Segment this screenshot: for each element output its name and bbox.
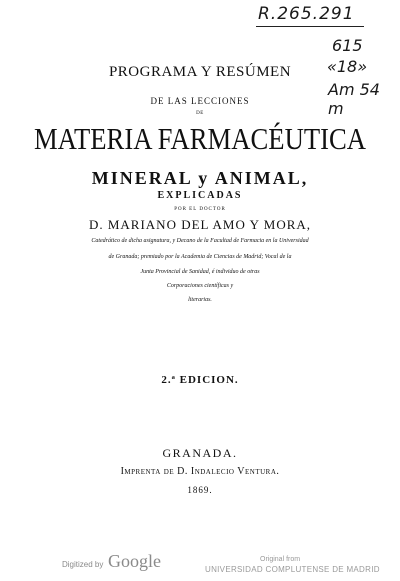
google-logo: Google <box>108 551 161 571</box>
credentials-line-4: Corporaciones científicas y <box>166 283 234 289</box>
credentials-line-1: Catedrático de dicha asignatura, y Decano de la Facultad de Farmacia en la Universidad <box>91 238 309 244</box>
credentials-line-3: Junta Provincial de Sanidad, é individuo de otras <box>140 269 260 275</box>
author-name: D. MARIANO DEL AMO Y MORA, <box>88 217 312 232</box>
shelfmark-annotation: R.265.291 <box>258 4 355 24</box>
institution-label: UNIVERSIDAD COMPLUTENSE DE MADRID <box>205 565 380 574</box>
note-annotation-1: «18» <box>327 57 368 76</box>
digitized-by-label: Digitized by <box>62 560 104 569</box>
edition-label: 2.ª EDICION. <box>161 374 239 386</box>
credentials-line-5: literarias. <box>188 297 212 303</box>
subtitle: MINERAL y ANIMAL, <box>91 168 309 188</box>
note-annotation-2: Am 54 m <box>328 80 380 118</box>
title-line-2: DE LAS LECCIONES <box>150 96 250 106</box>
title-line-1: PROGRAMA Y RESÚMEN <box>108 64 292 80</box>
explicadas-label: EXPLICADAS <box>157 190 243 201</box>
imprint-year: 1869. <box>187 485 213 495</box>
title-line-3: DE <box>196 111 204 116</box>
shelfmark-underline <box>256 26 364 27</box>
number-annotation: 615 <box>332 36 363 55</box>
por-el-doctor-label: POR EL DOCTOR <box>174 207 226 212</box>
original-from-label: Original from <box>260 556 301 563</box>
imprint-printer: Imprenta de D. Indalecio Ventura. <box>120 466 280 477</box>
credentials-line-2: de Granada; premiado por la Academia de Ciencias de Madrid; Vocal de la <box>108 254 292 260</box>
main-title: MATERIA FARMACÉUTICA <box>33 121 367 156</box>
imprint-city: GRANADA. <box>162 446 238 460</box>
